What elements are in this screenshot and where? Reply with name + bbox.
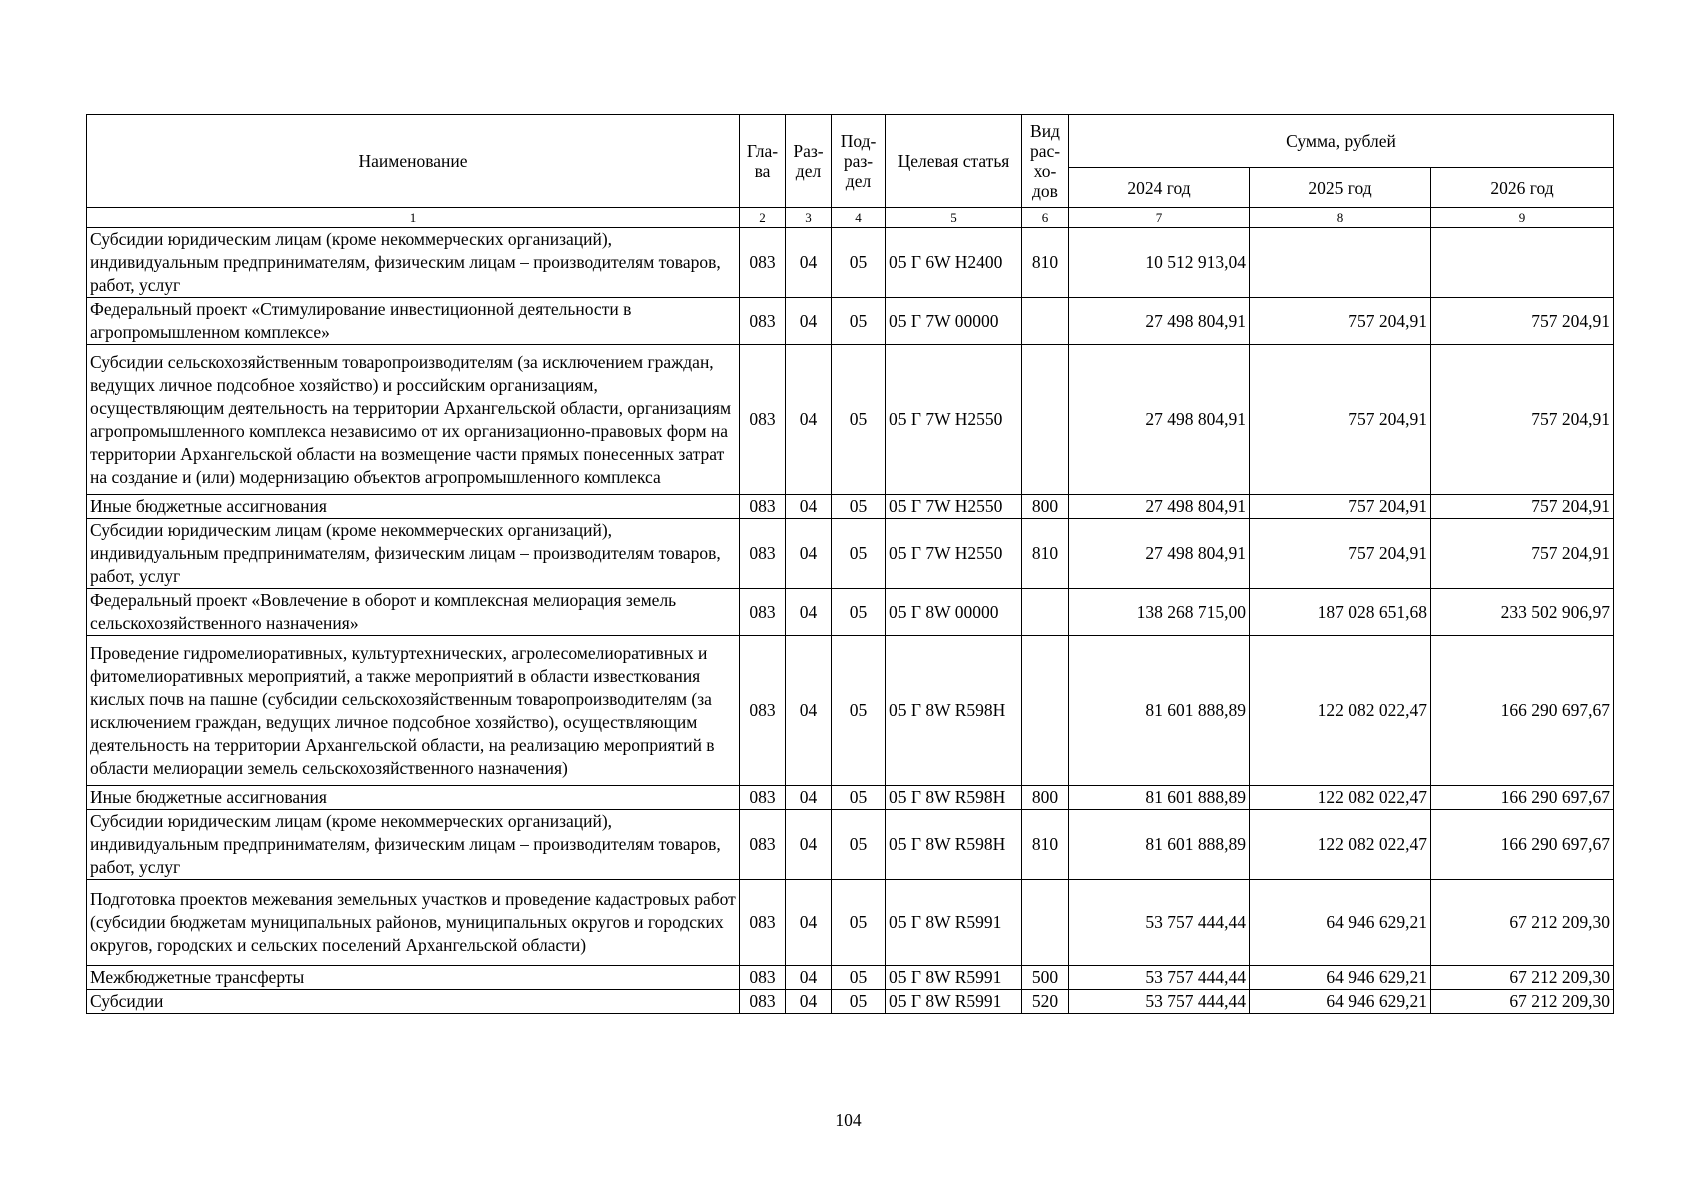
row-target-article: 05 Г 8W R5991 <box>886 966 1022 990</box>
row-section: 04 <box>786 786 832 810</box>
row-sum-2025: 64 946 629,21 <box>1250 990 1431 1014</box>
row-target-article: 05 Г 6W H2400 <box>886 228 1022 298</box>
row-section: 04 <box>786 990 832 1014</box>
row-sum-2025: 64 946 629,21 <box>1250 966 1431 990</box>
row-section: 04 <box>786 298 832 345</box>
column-number: 2 <box>740 208 786 228</box>
header-section: Раз-дел <box>786 115 832 208</box>
row-name: Проведение гидромелиоративных, культуртехнических, агролесомелиоративных и фитомелиоративных мероприятий, а также мероприятий в области известкования кислых почв на пашне (субсидии сельскохозяйственным товаропроизводителям (за исключением граждан, ведущих личное подсобное хозяйство), осуществляющим деятельность на территории Архангельской области, на реализацию мероприятий в области мелиорации земель сельскохозяйственного назначения) <box>87 636 740 786</box>
row-section: 04 <box>786 228 832 298</box>
table-row <box>87 880 1614 966</box>
table-row <box>87 636 1614 786</box>
row-chapter: 083 <box>740 636 786 786</box>
header-year-2026: 2026 год <box>1431 168 1614 208</box>
row-subsection: 05 <box>832 810 886 880</box>
row-name: Федеральный проект «Стимулирование инвестиционной деятельности в агропромышленном комплексе» <box>87 298 740 345</box>
column-number: 6 <box>1022 208 1069 228</box>
row-expense-type: 800 <box>1022 786 1069 810</box>
page-number: 104 <box>835 1110 862 1130</box>
row-sum-2025: 122 082 022,47 <box>1250 810 1431 880</box>
row-sum-2024: 10 512 913,04 <box>1069 228 1250 298</box>
table-row <box>87 810 1614 880</box>
row-chapter: 083 <box>740 495 786 519</box>
budget-table <box>86 114 1614 1014</box>
header-sum: Сумма, рублей <box>1069 115 1614 168</box>
row-sum-2024: 27 498 804,91 <box>1069 298 1250 345</box>
row-target-article: 05 Г 8W R598H <box>886 810 1022 880</box>
row-sum-2026: 757 204,91 <box>1431 298 1614 345</box>
column-number: 1 <box>87 208 740 228</box>
row-sum-2024: 27 498 804,91 <box>1069 519 1250 589</box>
table-row <box>87 589 1614 636</box>
row-chapter: 083 <box>740 228 786 298</box>
column-number: 9 <box>1431 208 1614 228</box>
row-name: Субсидии сельскохозяйственным товаропроизводителям (за исключением граждан, ведущих личное подсобное хозяйство) и российским организациям, осуществляющим деятельность на территории Архангельской области, организациям агропромышленного комплекса независимо от их организационно-правовых форм на территории Архангельской области на возмещение части прямых понесенных затрат на создание и (или) модернизацию объектов агропромышленного комплекса <box>87 345 740 495</box>
row-sum-2024: 81 601 888,89 <box>1069 636 1250 786</box>
row-subsection: 05 <box>832 298 886 345</box>
row-sum-2024: 27 498 804,91 <box>1069 345 1250 495</box>
row-sum-2024: 81 601 888,89 <box>1069 786 1250 810</box>
row-subsection: 05 <box>832 966 886 990</box>
row-sum-2026: 166 290 697,67 <box>1431 810 1614 880</box>
row-expense-type <box>1022 880 1069 966</box>
column-number: 4 <box>832 208 886 228</box>
row-subsection: 05 <box>832 589 886 636</box>
header-target-article: Целевая статья <box>886 115 1022 208</box>
table-row <box>87 519 1614 589</box>
row-sum-2025: 757 204,91 <box>1250 495 1431 519</box>
row-sum-2026: 67 212 209,30 <box>1431 966 1614 990</box>
row-section: 04 <box>786 810 832 880</box>
row-chapter: 083 <box>740 880 786 966</box>
row-section: 04 <box>786 345 832 495</box>
column-number: 5 <box>886 208 1022 228</box>
row-sum-2026: 166 290 697,67 <box>1431 636 1614 786</box>
row-sum-2024: 53 757 444,44 <box>1069 966 1250 990</box>
row-sum-2026: 757 204,91 <box>1431 495 1614 519</box>
row-expense-type: 520 <box>1022 990 1069 1014</box>
row-subsection: 05 <box>832 519 886 589</box>
row-target-article: 05 Г 7W H2550 <box>886 519 1022 589</box>
row-sum-2025: 122 082 022,47 <box>1250 786 1431 810</box>
row-sum-2025: 64 946 629,21 <box>1250 880 1431 966</box>
table-row <box>87 990 1614 1014</box>
row-target-article: 05 Г 8W R5991 <box>886 880 1022 966</box>
row-name: Субсидии юридическим лицам (кроме некоммерческих организаций), индивидуальным предпринимателям, физическим лицам – производителям товаров, работ, услуг <box>87 810 740 880</box>
header-subsection: Под-раз-дел <box>832 115 886 208</box>
row-expense-type: 810 <box>1022 228 1069 298</box>
row-target-article: 05 Г 8W R598H <box>886 636 1022 786</box>
row-sum-2026 <box>1431 228 1614 298</box>
row-chapter: 083 <box>740 345 786 495</box>
row-sum-2026: 67 212 209,30 <box>1431 990 1614 1014</box>
column-number: 3 <box>786 208 832 228</box>
row-target-article: 05 Г 8W 00000 <box>886 589 1022 636</box>
row-expense-type: 810 <box>1022 519 1069 589</box>
row-sum-2026: 233 502 906,97 <box>1431 589 1614 636</box>
row-expense-type <box>1022 298 1069 345</box>
row-subsection: 05 <box>832 636 886 786</box>
row-subsection: 05 <box>832 880 886 966</box>
row-sum-2026: 757 204,91 <box>1431 345 1614 495</box>
row-name: Иные бюджетные ассигнования <box>87 495 740 519</box>
row-section: 04 <box>786 880 832 966</box>
row-subsection: 05 <box>832 990 886 1014</box>
row-sum-2024: 53 757 444,44 <box>1069 880 1250 966</box>
row-name: Субсидии юридическим лицам (кроме некоммерческих организаций), индивидуальным предпринимателям, физическим лицам – производителям товаров, работ, услуг <box>87 519 740 589</box>
column-number: 8 <box>1250 208 1431 228</box>
header-expense-type: Вид рас-хо-дов <box>1022 115 1069 208</box>
row-subsection: 05 <box>832 228 886 298</box>
row-chapter: 083 <box>740 298 786 345</box>
row-section: 04 <box>786 636 832 786</box>
row-expense-type: 800 <box>1022 495 1069 519</box>
row-section: 04 <box>786 966 832 990</box>
row-sum-2026: 757 204,91 <box>1431 519 1614 589</box>
row-target-article: 05 Г 8W R5991 <box>886 990 1022 1014</box>
header-year-2024: 2024 год <box>1069 168 1250 208</box>
row-section: 04 <box>786 589 832 636</box>
row-expense-type <box>1022 345 1069 495</box>
row-chapter: 083 <box>740 589 786 636</box>
row-target-article: 05 Г 8W R598H <box>886 786 1022 810</box>
row-name: Межбюджетные трансферты <box>87 966 740 990</box>
row-sum-2025: 757 204,91 <box>1250 519 1431 589</box>
table-row <box>87 228 1614 298</box>
table-row <box>87 298 1614 345</box>
row-section: 04 <box>786 495 832 519</box>
header-year-2025: 2025 год <box>1250 168 1431 208</box>
header-name: Наименование <box>87 115 740 208</box>
row-sum-2024: 138 268 715,00 <box>1069 589 1250 636</box>
row-chapter: 083 <box>740 810 786 880</box>
header-chapter: Гла-ва <box>740 115 786 208</box>
row-name: Подготовка проектов межевания земельных участков и проведение кадастровых работ (субсидии бюджетам муниципальных районов, муниципальных округов и городских округов, городских и сельских поселений Архангельской области) <box>87 880 740 966</box>
row-subsection: 05 <box>832 495 886 519</box>
row-target-article: 05 Г 7W H2550 <box>886 495 1022 519</box>
row-target-article: 05 Г 7W H2550 <box>886 345 1022 495</box>
column-number-row <box>87 208 1614 228</box>
row-chapter: 083 <box>740 519 786 589</box>
row-name: Субсидии <box>87 990 740 1014</box>
table-body <box>87 228 1614 1014</box>
row-sum-2024: 27 498 804,91 <box>1069 495 1250 519</box>
row-name: Федеральный проект «Вовлечение в оборот и комплексная мелиорация земель сельскохозяйственного назначения» <box>87 589 740 636</box>
row-name: Иные бюджетные ассигнования <box>87 786 740 810</box>
column-number: 7 <box>1069 208 1250 228</box>
table-row <box>87 345 1614 495</box>
row-chapter: 083 <box>740 966 786 990</box>
table-row <box>87 495 1614 519</box>
row-sum-2025: 122 082 022,47 <box>1250 636 1431 786</box>
row-target-article: 05 Г 7W 00000 <box>886 298 1022 345</box>
row-section: 04 <box>786 519 832 589</box>
table-row <box>87 966 1614 990</box>
row-sum-2025: 757 204,91 <box>1250 298 1431 345</box>
row-sum-2025: 757 204,91 <box>1250 345 1431 495</box>
row-name: Субсидии юридическим лицам (кроме некоммерческих организаций), индивидуальным предпринимателям, физическим лицам – производителям товаров, работ, услуг <box>87 228 740 298</box>
row-sum-2025 <box>1250 228 1431 298</box>
row-subsection: 05 <box>832 786 886 810</box>
row-sum-2025: 187 028 651,68 <box>1250 589 1431 636</box>
row-expense-type: 810 <box>1022 810 1069 880</box>
row-subsection: 05 <box>832 345 886 495</box>
row-chapter: 083 <box>740 990 786 1014</box>
row-expense-type: 500 <box>1022 966 1069 990</box>
row-sum-2026: 166 290 697,67 <box>1431 786 1614 810</box>
row-expense-type <box>1022 589 1069 636</box>
row-sum-2026: 67 212 209,30 <box>1431 880 1614 966</box>
row-sum-2024: 81 601 888,89 <box>1069 810 1250 880</box>
row-sum-2024: 53 757 444,44 <box>1069 990 1250 1014</box>
row-chapter: 083 <box>740 786 786 810</box>
table-row <box>87 786 1614 810</box>
row-expense-type <box>1022 636 1069 786</box>
